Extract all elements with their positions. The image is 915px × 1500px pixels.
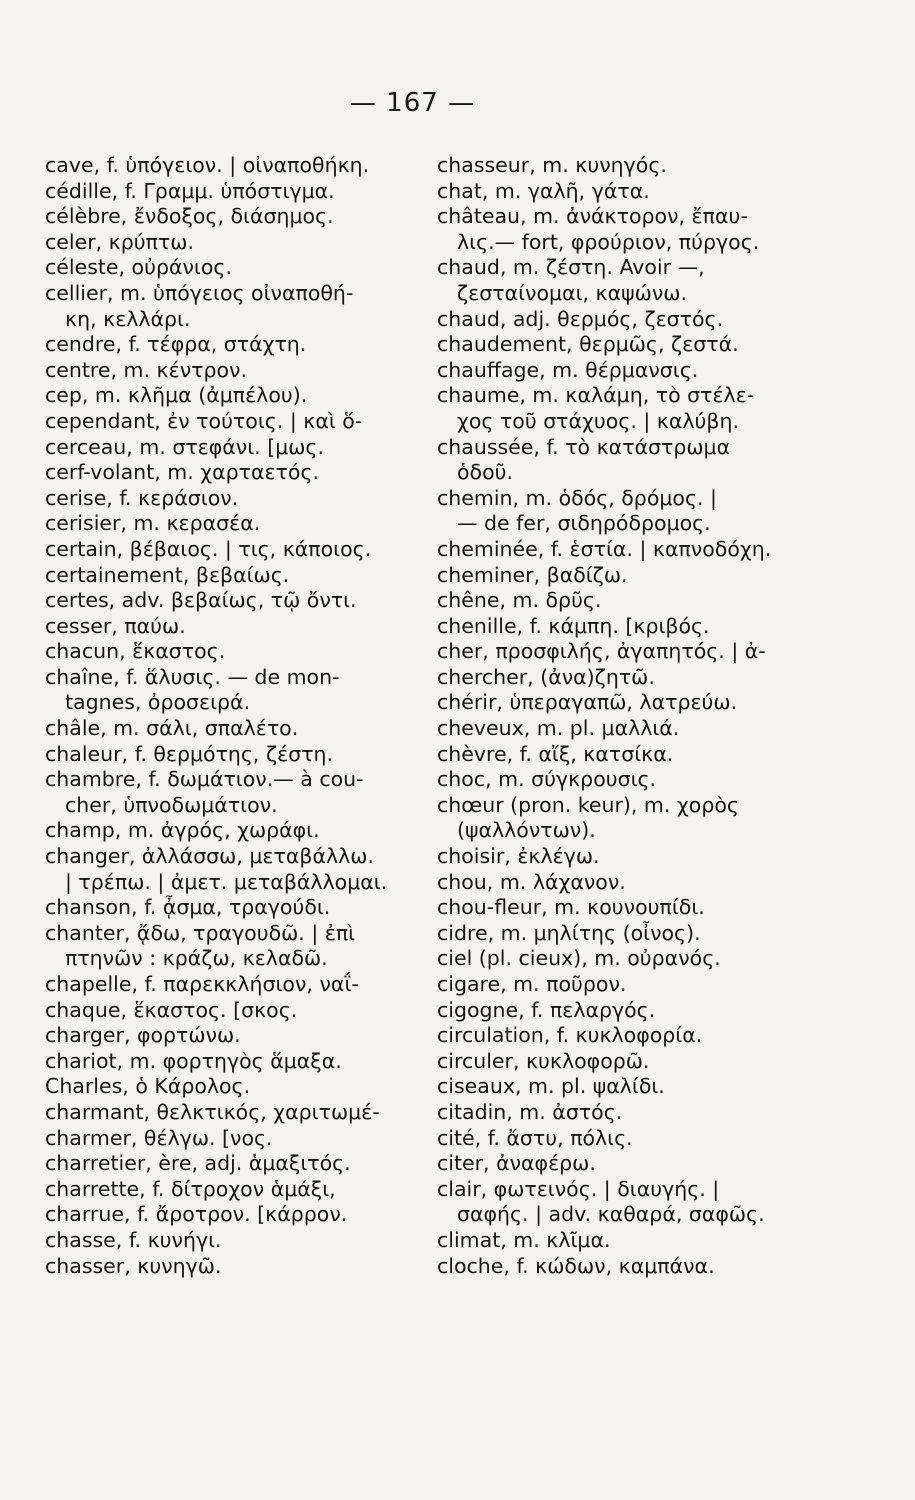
dictionary-entry-line: ζεσταίνομαι, καψώνω. xyxy=(457,280,687,305)
dictionary-entry-line: chérir, ὑπεραγαπῶ, λατρεύω. xyxy=(437,690,738,715)
dictionary-entry-line: certainement, βεβαίως. xyxy=(45,562,290,587)
dictionary-entry-line: choisir, ἐκλέγω. xyxy=(437,844,600,869)
dictionary-entry-line: chat, m. γαλῆ, γάτα. xyxy=(437,178,650,203)
dictionary-entry-line: celer, κρύπτω. xyxy=(45,229,194,254)
dictionary-entry-line: cerise, f. κεράσιον. xyxy=(45,485,239,510)
dictionary-entry-line: chasseur, m. κυνηγός. xyxy=(437,153,667,177)
dictionary-entry-line: chauffage, m. θέρμανσις. xyxy=(437,357,699,382)
dictionary-entry-line: chèvre, f. αἴξ, κατσίκα. xyxy=(437,741,674,766)
dictionary-entry-line: tagnes, ὀροσειρά. xyxy=(65,690,251,715)
dictionary-entry-line: chou, m. λάχανον. xyxy=(437,869,626,894)
dictionary-entry-line: cerf-volant, m. χαρταετός. xyxy=(45,460,319,485)
right-column xyxy=(437,153,817,1279)
dictionary-entry-line: chœur (pron. keur), m. χορὸς xyxy=(437,792,739,817)
dictionary-entry-line: chaud, adj. θερμός, ζεστός. xyxy=(437,306,724,331)
dictionary-entry-line: citadin, m. ἀστός. xyxy=(437,1099,623,1124)
dictionary-entry-line: chaque, ἕκαστος. [σκος. xyxy=(45,997,298,1022)
dictionary-entry-line: cave, f. ὑπόγειον. | οἰναποθήκη. xyxy=(45,153,370,177)
dictionary-entry-line: chercher, (ἀνα)ζητῶ. xyxy=(437,664,655,689)
dictionary-entry-line: ciel (pl. cieux), m. οὐρανός. xyxy=(437,946,721,971)
dictionary-entry-line: ὁδοῦ. xyxy=(457,460,514,485)
dictionary-entry-line: circulation, f. κυκλοφορία. xyxy=(437,1023,703,1048)
dictionary-entry-line: chenille, f. κάμπη. [κριβός. xyxy=(437,613,710,638)
dictionary-entry-line: chaîne, f. ἅλυσις. — de mon- xyxy=(45,664,340,689)
dictionary-entry-line: chaume, m. καλάμη, τὸ στέλε- xyxy=(437,383,755,408)
dictionary-entry-line: cendre, f. τέφρα, στάχτη. xyxy=(45,332,307,357)
dictionary-entry-line: choc, m. σύγκρουσις. xyxy=(437,767,657,792)
dictionary-entry-line: chaussée, f. τὸ κατάστρωμα xyxy=(437,434,731,459)
dictionary-entry-line: cheminer, βαδίζω. xyxy=(437,562,628,587)
dictionary-entry-line: chasser, κυνηγῶ. xyxy=(45,1253,222,1278)
dictionary-entry-line: champ, m. ἀγρός, χωράφι. xyxy=(45,818,320,843)
dictionary-entry-line: cheminée, f. ἑστία. | καπνοδόχη. xyxy=(437,536,772,561)
left-column xyxy=(45,153,425,1279)
dictionary-entry-line: cher, προσφιλής, ἀγαπητός. | ἀ- xyxy=(437,639,766,664)
dictionary-entry-line: κη, κελλάρι. xyxy=(65,306,191,331)
dictionary-entry-line: chasse, f. κυνήγι. xyxy=(45,1227,222,1252)
dictionary-entry-line: château, m. ἀνάκτορον, ἔπαυ- xyxy=(437,204,748,229)
dictionary-entry-line: clair, φωτεινός. | διαυγής. | xyxy=(437,1176,720,1201)
dictionary-entry-line: σαφής. | adv. καθαρά, σαφῶς. xyxy=(457,1202,765,1227)
dictionary-entry-line: cep, m. κλῆμα (ἀμπέλου). xyxy=(45,383,308,408)
dictionary-entry-line: citer, ἀναφέρω. xyxy=(437,1151,596,1176)
dictionary-entry-line: Charles, ὁ Κάρολος. xyxy=(45,1074,251,1099)
dictionary-entry-line: (ψαλλόντων). xyxy=(457,818,596,843)
dictionary-entry-line: chemin, m. ὁδός, δρόμος. | xyxy=(437,485,717,510)
dictionary-entry-line: charretier, ère, adj. ἁμαξιτός. xyxy=(45,1151,351,1176)
dictionary-entry-line: λις.— fort, φρούριον, πύργος. xyxy=(457,229,760,254)
dictionary-entry-line: — de fer, σιδηρόδρομος. xyxy=(457,511,711,536)
dictionary-entry-line: cité, f. ἄστυ, πόλις. xyxy=(437,1125,633,1150)
dictionary-entry-line: cigare, m. ποῦρον. xyxy=(437,972,627,996)
dictionary-entry-line: circuler, κυκλοφορῶ. xyxy=(437,1048,650,1073)
dictionary-entry-line: cependant, ἐν τούτοις. | καὶ ὅ- xyxy=(45,408,363,433)
dictionary-entry-line: changer, ἀλλάσσω, μεταβάλλω. xyxy=(45,844,374,869)
dictionary-entry-line: cerceau, m. στεφάνι. [μως. xyxy=(45,434,324,459)
dictionary-entry-line: chacun, ἕκαστος. xyxy=(45,639,226,664)
dictionary-entry-line: | τρέπω. | ἀμετ. μεταβάλλομαι. xyxy=(65,869,388,894)
page-number: — 167 — xyxy=(349,88,476,118)
dictionary-entry-line: cidre, m. μηλίτης (οἶνος). xyxy=(437,920,701,945)
dictionary-entry-line: climat, m. κλῖμα. xyxy=(437,1227,611,1252)
dictionary-entry-line: célèbre, ἔνδοξος, διάσημος. xyxy=(45,204,334,229)
dictionary-entry-line: châle, m. σάλι, σπαλέτο. xyxy=(45,716,299,741)
dictionary-entry-line: chambre, f. δωμάτιον.— à cou- xyxy=(45,767,364,792)
dictionary-entry-line: chêne, m. δρῦς. xyxy=(437,588,602,613)
dictionary-entry-line: chaleur, f. θερμότης, ζέστη. xyxy=(45,741,334,766)
dictionary-entry-line: charmant, θελκτικός, χαριτωμέ- xyxy=(45,1099,380,1124)
dictionary-entry-line: ciseaux, m. pl. ψαλίδι. xyxy=(437,1074,665,1099)
dictionary-entry-line: chanter, ᾄδω, τραγουδῶ. | ἐπὶ xyxy=(45,920,356,945)
dictionary-entry-line: cesser, παύω. xyxy=(45,613,186,638)
dictionary-entry-line: charrette, f. δίτροχον ἁμάξι, xyxy=(45,1176,336,1201)
dictionary-entry-line: cheveux, m. pl. μαλλιά. xyxy=(437,716,680,741)
dictionary-entry-line: charrue, f. ἄροτρον. [κάρρον. xyxy=(45,1202,348,1227)
dictionary-entry-line: cher, ὑπνοδωμάτιον. xyxy=(65,792,278,817)
dictionary-entry-line: chapelle, f. παρεκκλήσιον, ναΐ- xyxy=(45,972,359,996)
dictionary-entry-line: céleste, οὐράνιος. xyxy=(45,255,232,280)
dictionary-entry-line: chaud, m. ζέστη. Avoir —, xyxy=(437,255,705,280)
dictionary-entry-line: chou-fleur, m. κουνουπίδι. xyxy=(437,895,705,920)
dictionary-entry-line: chaudement, θερμῶς, ζεστά. xyxy=(437,332,739,357)
dictionary-entry-line: cerisier, m. κερασέα. xyxy=(45,511,261,536)
dictionary-entry-line: charmer, θέλγω. [νος. xyxy=(45,1125,273,1150)
dictionary-entry-line: cellier, m. ὑπόγειος οἰναποθή- xyxy=(45,280,354,305)
dictionary-entry-line: centre, m. κέντρον. xyxy=(45,357,248,382)
dictionary-entry-line: charger, φορτώνω. xyxy=(45,1023,241,1048)
dictionary-entry-line: chanson, f. ᾆσμα, τραγούδι. xyxy=(45,895,331,920)
dictionary-entry-line: πτηνῶν : κράζω, κελαδῶ. xyxy=(65,946,328,971)
dictionary-entry-line: cédille, f. Γραμμ. ὑπόστιγμα. xyxy=(45,178,335,203)
dictionary-entry-line: certain, βέβαιος. | τις, κάποιος. xyxy=(45,536,372,561)
dictionary-entry-line: certes, adv. βεβαίως, τῷ ὄντι. xyxy=(45,588,357,613)
dictionary-entry-line: cigogne, f. πελαργός. xyxy=(437,997,656,1022)
dictionary-entry-line: χος τοῦ στάχυος. | καλύβη. xyxy=(457,408,739,433)
dictionary-entry-line: cloche, f. κώδων, καμπάνα. xyxy=(437,1253,715,1278)
dictionary-entry-line: chariot, m. φορτηγὸς ἅμαξα. xyxy=(45,1048,342,1073)
